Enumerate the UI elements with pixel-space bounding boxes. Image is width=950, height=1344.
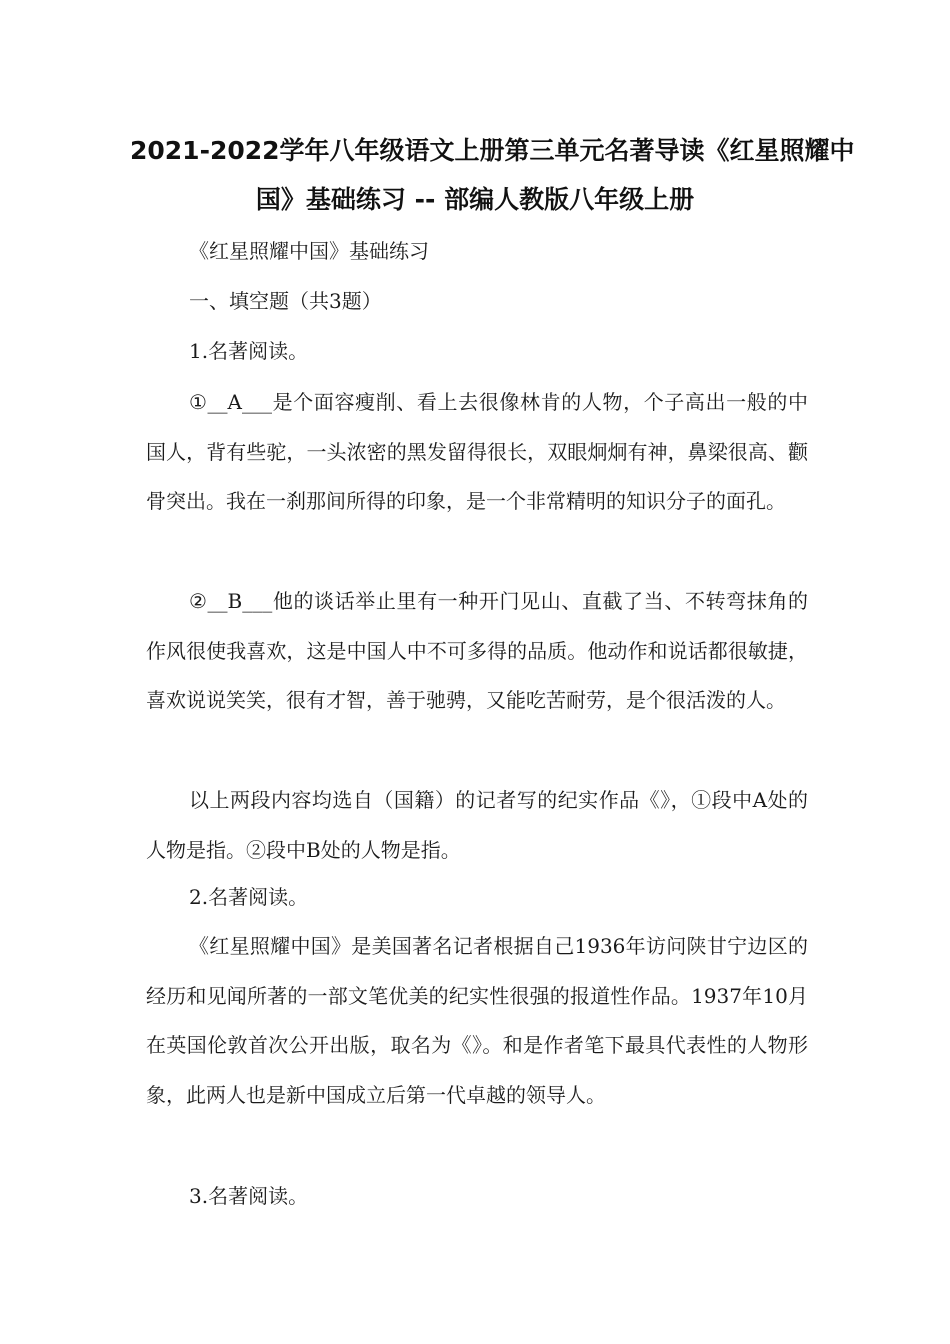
question-2-heading: 2.名著阅读。 bbox=[189, 885, 309, 909]
question-3-heading: 3.名著阅读。 bbox=[189, 1184, 309, 1208]
question-2-passage: 《红星照耀中国》是美国著名记者根据自己1936年访问陕甘宁边区的经历和见闻所著的一部文笔优美的纪实性很强的报道性作品。1937年10月在英国伦敦首次公开出版，取名为《》。和是作者笔下最具代表性的人物形象，此两人也是新中国成立后第一代卓越的领导人。 bbox=[146, 934, 808, 1108]
question-1-prompt: 以上两段内容均选自（国籍）的记者写的纪实作品《》，①段中A处的人物是指。②段中B处的人物是指。 bbox=[146, 788, 808, 862]
question-1-heading: 1.名著阅读。 bbox=[189, 339, 309, 363]
exercise-subtitle: 《红星照耀中国》基础练习 bbox=[189, 239, 429, 263]
document-title-line-2: 国》基础练习 -- 部编人教版八年级上册 bbox=[255, 185, 695, 214]
question-1-passage-b: ②__B___他的谈话举止里有一种开门见山、直截了当、不转弯抹角的作风很使我喜欢，这是中国人中不可多得的品质。他动作和说话都很敏捷，喜欢说说笑笑，很有才智，善于驰骋，又能吃苦耐劳，是个很活泼的人。 bbox=[146, 589, 808, 713]
document-title-line-1: 2021-2022学年八年级语文上册第三单元名著导读《红星照耀中 bbox=[130, 136, 855, 165]
section-heading: 一、填空题（共3题） bbox=[189, 289, 382, 313]
question-1-passage-a: ①__A___是个面容瘦削、看上去很像林肯的人物，个子高出一般的中国人，背有些驼，一头浓密的黑发留得很长，双眼炯炯有神，鼻梁很高、颧骨突出。我在一刹那间所得的印象，是一个非常精明的知识分子的面孔。 bbox=[146, 390, 808, 514]
